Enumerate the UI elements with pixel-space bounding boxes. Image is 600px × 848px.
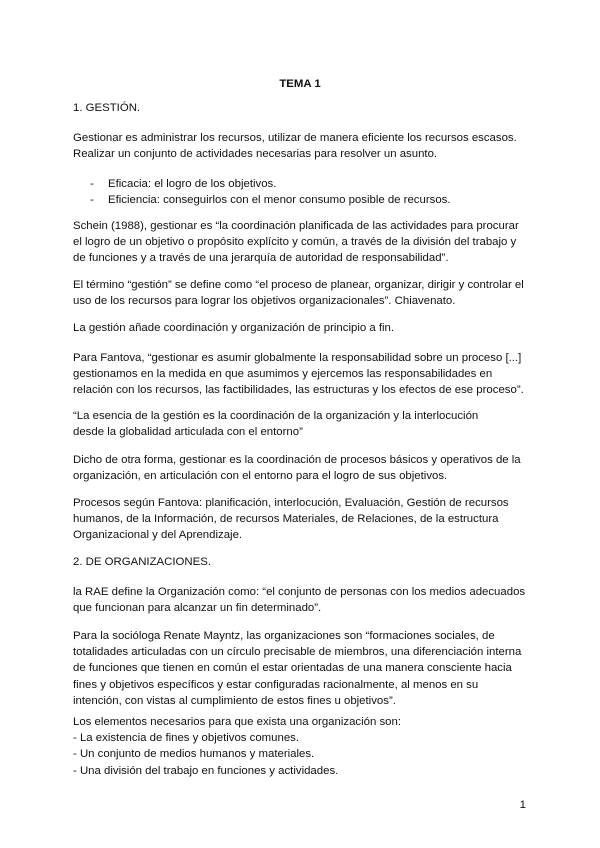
paragraph-mayntz: Para la socióloga Renate Mayntz, las organizaciones son “formaciones sociales, de totalidades articuladas con un círculo precisable de miembros, una diferenciación interna de funciones que tienen en común el estar orientadas de una manera consciente hacia fines y objetivos específicos y estar configuradas racionalmente, al menos en su intención, con vistas al cumplimiento de estos fines u objetivos”. <box>73 630 522 707</box>
quote-line: “La esencia de la gestión es la coordinación de la organización y la interlocución <box>73 410 479 422</box>
paragraph-schein: Schein (1988), gestionar es “la coordinación planificada de las actividades para procurar el logro de un objetivo o propósito explícito y común, a través de la división del trabajo y de funciones y a través de una jerarquía de autoridad de responsabilidad”. <box>73 220 519 265</box>
elementos-item: - Un conjunto de medios humanos y materiales. <box>73 748 315 761</box>
paragraph-definition: Gestionar es administrar los recursos, utilizar de manera eficiente los recursos escasos. Realizar un conjunto de actividades necesarias para resolver un asunto. <box>73 132 517 161</box>
paragraph-dicho-de-otra-forma: Dicho de otra forma, gestionar es la coordinación de procesos básicos y operativos de la organización, en articulación con el entorno para el logro de sus objetivos. <box>73 454 521 483</box>
paragraph-chiavenato: El término “gestión” se define como “el proceso de planear, organizar, dirigir y controlar el uso de los recursos para lograr los objetivos organizacionales”. Chiavenato. <box>73 279 524 308</box>
paragraph-fantova: Para Fantova, “gestionar es asumir globalmente la responsabilidad sobre un proceso [...] gestionamos en la medida en que asumimos y ejercemos las responsabilidades en relación con los recursos, las factibilidades, las estructuras y los efectos de ese proceso”. <box>73 352 524 397</box>
bullet-item: - Eficiencia: conseguirlos con el menor consumo posible de recursos. <box>90 192 520 208</box>
page-number: 1 <box>519 799 526 811</box>
paragraph-elementos <box>73 714 528 779</box>
section-heading-gestion: 1. GESTIÓN. <box>73 102 141 114</box>
quote-line: desde la globalidad articulada con el entorno” <box>73 426 303 439</box>
paragraph-gestion-anade: La gestión añade coordinación y organización de principio a fin. <box>73 322 395 334</box>
paragraph-quote-esencia <box>73 408 528 440</box>
elementos-intro: Los elementos necesarios para que exista una organización son: <box>73 716 402 728</box>
elementos-item: - Una división del trabajo en funciones y actividades. <box>73 764 339 777</box>
elementos-item: - La existencia de fines y objetivos comunes. <box>73 732 300 745</box>
bullet-item: - Eficacia: el logro de los objetivos. <box>90 176 520 192</box>
paragraph-rae: la RAE define la Organización como: “el conjunto de personas con los medios adecuados que funcionan para alcanzar un fin determinado”. <box>73 586 526 615</box>
paragraph-procesos-fantova: Procesos según Fantova: planificación, interlocución, Evaluación, Gestión de recursos humanos, de la Información, de recursos Materiales, de Relaciones, de la estructura Organizacional y del Aprendizaje. <box>73 497 509 542</box>
section-heading-organizaciones: 2. DE ORGANIZACIONES. <box>73 556 211 568</box>
document-title: TEMA 1 <box>279 78 321 90</box>
bullet-list <box>90 176 520 208</box>
